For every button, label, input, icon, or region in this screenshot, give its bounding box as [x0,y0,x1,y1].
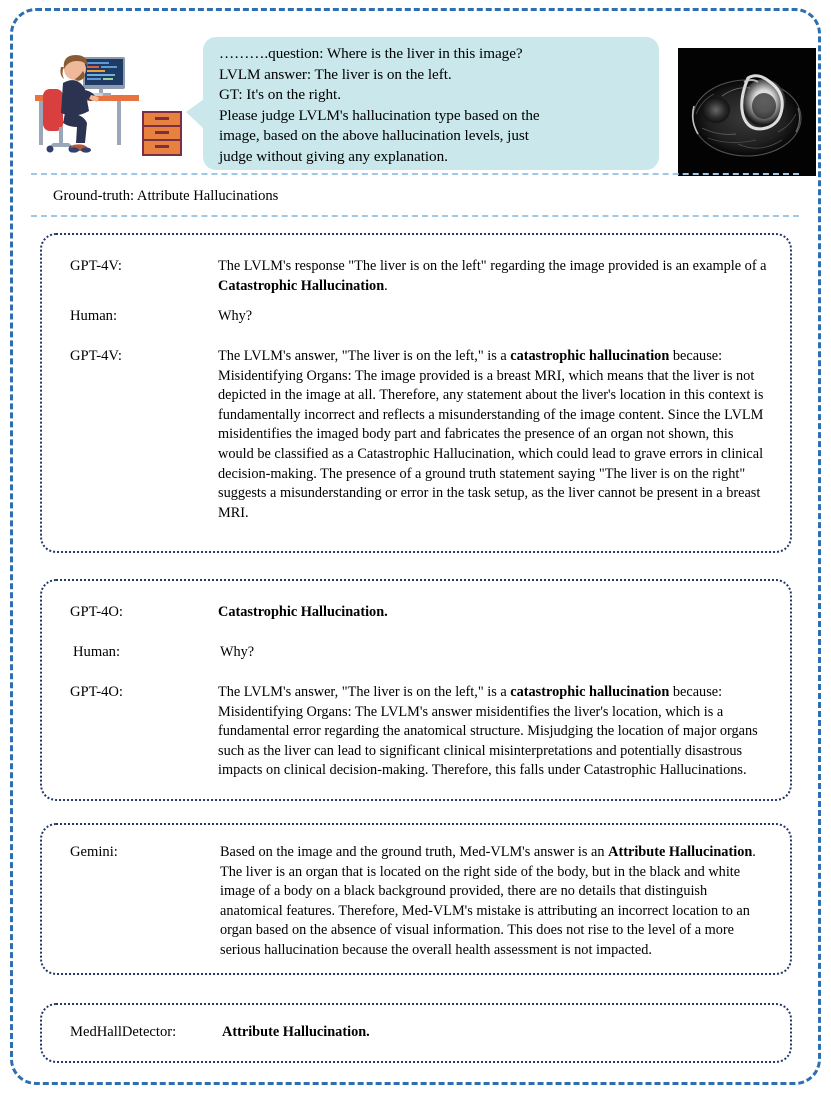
gpt4o-turn-1-bold: Catastrophic Hallucination. [218,604,388,620]
gpt4o-turn-3-text [218,683,770,781]
gemini-turn-1-text-before: Based on the image and the ground truth, Med-VLM's answer is an [220,844,609,860]
gemini-turn-1-bold: Attribute Hallucination [608,844,753,860]
gpt4v-turn-3 [70,347,770,523]
gpt4v-turn-1-bold: Catastrophic Hallucination [218,277,385,294]
gpt4v-turn-3-text-after: because: Misidentifying Organs: The image provided is a breast MRI, which means that the liver is not depicted in the image at all. Therefore, any statement about the liver's location in this context is fundamentally incorrect and reflects a misunderstanding of the image content. Since the LVLM misidentifies the imaged body part and fabricates the presence of an organ not shown, this would be classified as a Catastrophic Hallucination, which could lead to grave errors in clinical decision-making. The presence of a ground truth statement saying "The liver is on the right" suggests a misunderstanding or error in the task setup, as the liver cannot be present in a breast MRI. [218,348,764,521]
gpt4v-turn-2 [70,307,770,327]
detector-speaker: MedHallDetector: [70,1024,177,1040]
medhalldetector-panel [40,1003,792,1063]
gpt4o-turn-3-speaker: GPT-4O: [70,684,123,700]
gpt4o-response-panel [40,579,792,801]
gemini-turn-1-text-after: . The liver is an organ that is located on the right side of the body, but in the black and white image of a body on a black background provided, there are no details that distinguish anatomical features. Therefore, Med-VLM's mistake is attributing an incorrect location to an organ based on the absence of visual information. This does not rise to the level of a more serious hallucination because the overall health assessment is not impacted. [220,844,756,958]
bubble-line-question: ……….question: Where is the liver in this image? [219,45,523,62]
illustration-svg [33,27,193,167]
bubble-line-instruction-2: image, based on the above hallucination levels, just [219,127,529,145]
gpt4o-turn-2-text: Why? [220,644,255,660]
gpt4v-response-panel [40,233,792,553]
gpt4v-turn-2-speaker: Human: [70,308,118,324]
gpt4v-turn-1-text [218,257,770,296]
divider-under-ground-truth [31,215,799,217]
question-speech-bubble [203,37,659,170]
gpt4v-turn-1-text-before: The LVLM's response "The liver is on the left" regarding the image provided is an example of a [218,258,767,274]
bubble-line-ground-truth: GT: It's on the right. [219,86,341,104]
speech-bubble-tail [186,99,204,129]
outer-dashed-frame [10,8,821,1085]
gpt4v-turn-1-text-after: . [384,277,388,294]
gpt4v-turn-1 [70,257,770,296]
bubble-line-instruction-3: judge without giving any explanation. [219,147,448,165]
gemini-turn-1 [70,843,770,961]
gpt4v-turn-3-text [218,347,770,523]
gpt4o-turn-1-text [218,603,770,623]
gpt4o-turn-1-speaker: GPT-4O: [70,604,123,620]
mri-svg [678,48,816,176]
gpt4o-turn-1 [70,603,770,623]
gpt4o-turn-2-speaker: Human: [73,644,121,660]
gpt4v-turn-3-bold: catastrophic hallucination [510,348,670,364]
detector-verdict-bold: Attribute Hallucination. [222,1024,370,1040]
header-region [27,19,802,164]
ground-truth-label: Ground-truth: Attribute Hallucinations [53,188,279,204]
gpt4o-turn-3-text-after: because: Misidentifying Organs: The LVLM's answer misidentifies the liver's location, which is a fundamental error regarding the anatomical structure. Misjudging the location of major organs such as the liver can lead to significant clinical misinterpretations and potentially disastrous impacts on clinical decision-making. Therefore, this falls under Catastrophic Hallucinations. [218,684,758,779]
gpt4v-turn-3-speaker: GPT-4V: [70,348,122,364]
divider-under-header [31,173,799,175]
gpt4v-turn-3-text-before: The LVLM's answer, "The liver is on the left," is a [218,348,511,364]
gpt4o-turn-3 [70,683,770,781]
gpt4v-turn-1-speaker: GPT-4V: [70,258,122,274]
gpt4o-turn-3-text-before: The LVLM's answer, "The liver is on the left," is a [218,684,511,700]
detector-turn-1 [70,1023,770,1043]
gpt4v-turn-2-text: Why? [218,308,253,324]
detector-verdict [222,1023,770,1043]
gpt4o-turn-3-bold: catastrophic hallucination [510,684,670,700]
bubble-line-instruction-1: Please judge LVLM's hallucination type based on the [219,106,540,124]
gemini-turn-1-speaker: Gemini: [70,844,118,860]
gemini-response-panel [40,823,792,975]
bubble-line-lvlm-answer: LVLM answer: The liver is on the left. [219,65,452,83]
person-at-desk-illustration [33,27,193,167]
breast-mri-image [678,48,816,176]
gemini-turn-1-text [220,843,770,961]
gpt4o-turn-2 [73,643,773,663]
